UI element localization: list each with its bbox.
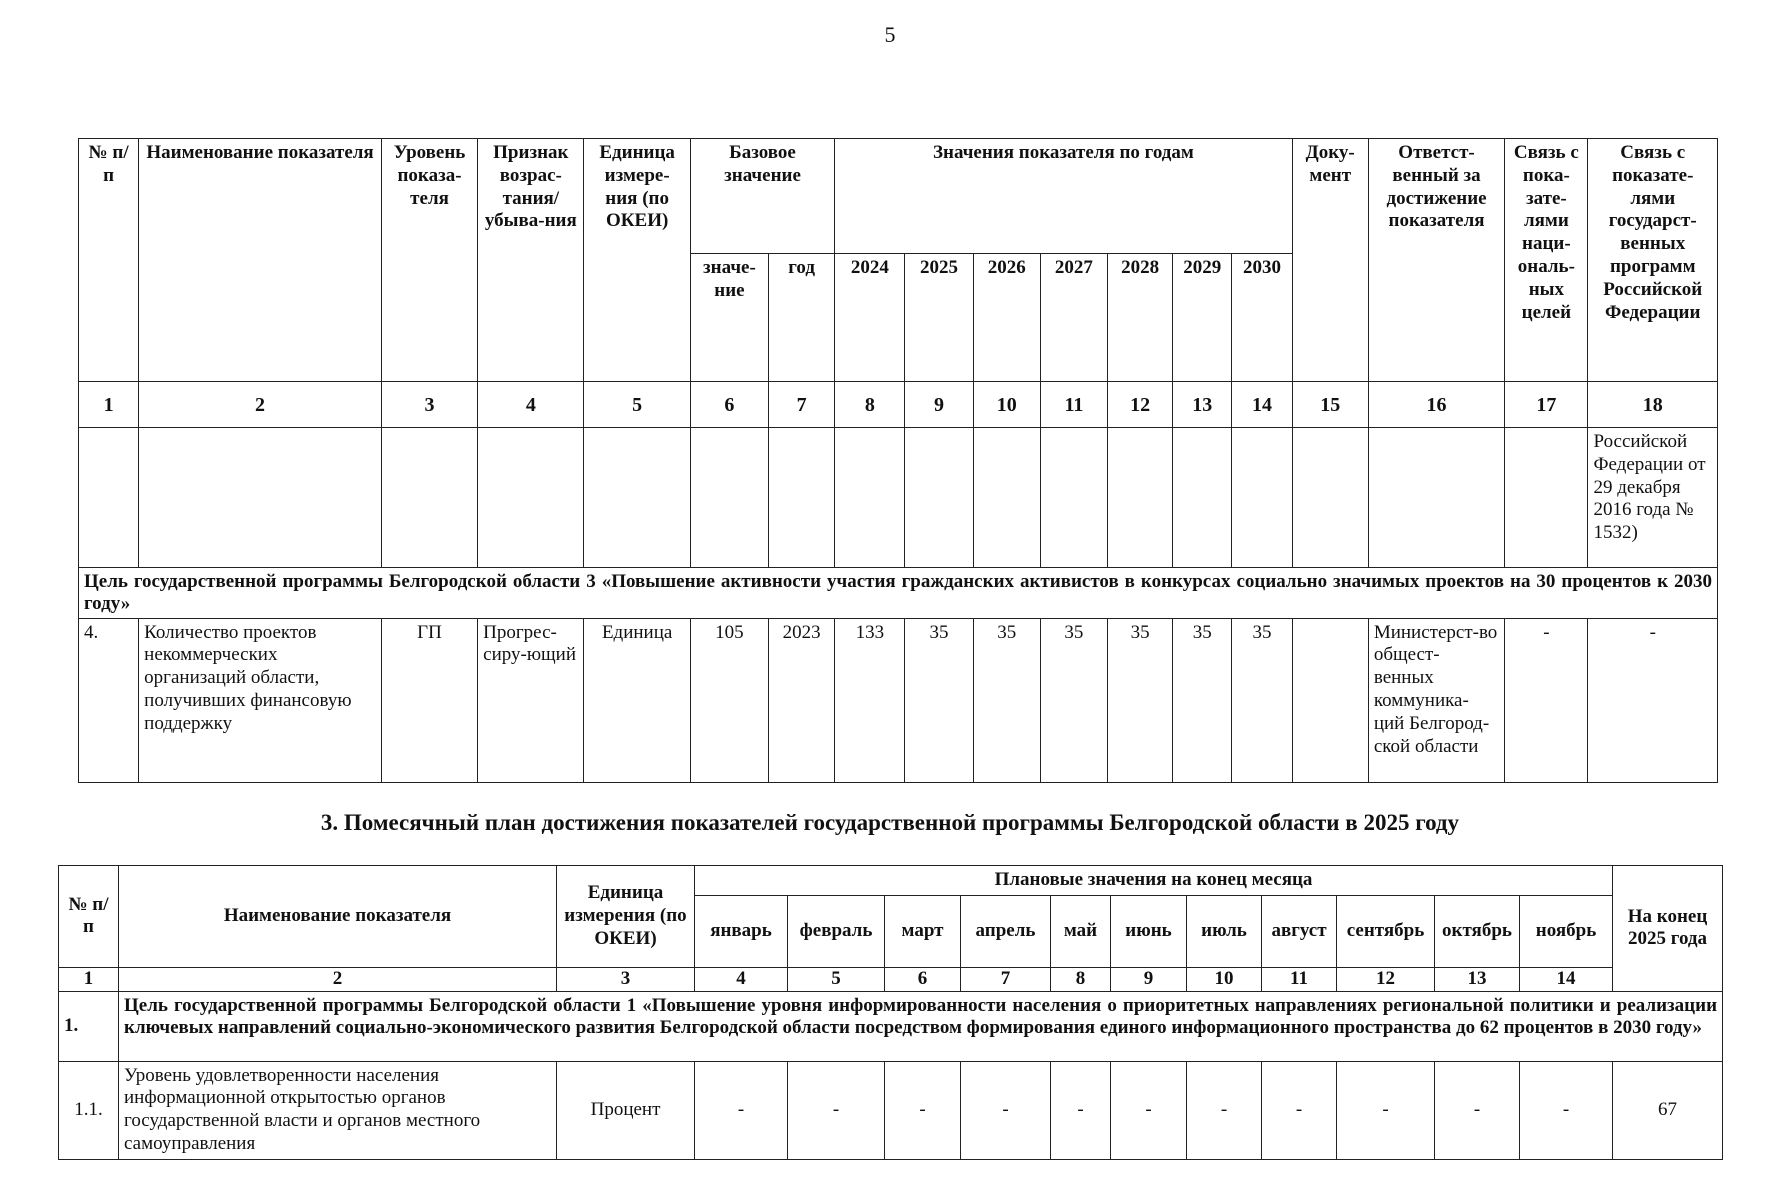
row-month-value: - [1262,1061,1337,1159]
monthly-plan-table [58,865,1723,1160]
column-number: 4 [695,967,788,991]
row-base-year: 2023 [769,618,835,782]
column-number: 8 [835,382,905,428]
header-unit: Единица измере-ния (по ОКЕИ) [584,139,690,382]
column-number: 14 [1232,382,1292,428]
row-name: Количество проектов некоммерческих организаций области, получивших финансовую поддержку [139,618,382,782]
column-number: 1 [79,382,139,428]
header-year: 2029 [1173,254,1232,382]
header-name: Наименование показателя [119,866,557,968]
row-month-value: - [1520,1061,1613,1159]
column-number: 6 [690,382,768,428]
column-number: 13 [1435,967,1520,991]
row-unit: Единица [584,618,690,782]
column-number: 15 [1292,382,1368,428]
goal-1: Цель государственной программы Белгородской области 1 «Повышение уровня информированности населения о приоритетных направлениях региональной политики и реализации ключевых направлений социально-экономического развития Белгородской области посредством формирования единого информационного пространства до 62 процентов в 2030 году» [119,991,1723,1061]
column-number: 6 [885,967,961,991]
row-responsible: Министерст-во общест-венных коммуника-ций Белгород-ской области [1368,618,1504,782]
column-number: 13 [1173,382,1232,428]
header-level: Уровень показа-теля [381,139,477,382]
header-month: июль [1187,895,1262,967]
column-number: 7 [769,382,835,428]
header-month: октябрь [1435,895,1520,967]
page-number: 5 [884,22,896,47]
header-name: Наименование показателя [139,139,382,382]
row-name: Уровень удовлетворенности населения информационной открытостью органов государственной власти и органов местного самоуправления [119,1061,557,1159]
carryover-text: Российской Федерации от 29 декабря 2016 года № 1532) [1588,428,1718,568]
column-number: 11 [1262,967,1337,991]
row-month-value: - [1111,1061,1187,1159]
header-month: май [1051,895,1111,967]
column-number-row [79,382,1718,428]
section-title: 3. Помесячный план достижения показателей государственной программы Белгородской области в 2025 году [320,810,1460,835]
header-trend: Признак возрас-тания/ убыва-ния [478,139,584,382]
header-num: № п/п [59,866,119,968]
row-num: 1.1. [59,1061,119,1159]
header-month: февраль [788,895,885,967]
header-year: 2026 [973,254,1040,382]
carryover-row [79,428,1718,568]
column-number: 7 [961,967,1051,991]
row-level: ГП [381,618,477,782]
header-doc: Доку-мент [1292,139,1368,382]
column-number: 18 [1588,382,1718,428]
header-years-group: Значения показателя по годам [835,139,1292,254]
header-num: № п/п [79,139,139,382]
column-number: 3 [381,382,477,428]
row-trend: Прогрес-сиру-ющий [478,618,584,782]
column-number: 17 [1505,382,1588,428]
header-responsible: Ответст-венный за достижение показателя [1368,139,1504,382]
header-month: март [885,895,961,967]
column-number: 3 [557,967,695,991]
header-year: 2025 [905,254,973,382]
row-state: - [1588,618,1718,782]
row-month-value: - [961,1061,1051,1159]
column-number: 10 [1187,967,1262,991]
row-month-value: - [1435,1061,1520,1159]
header-base-value: значе-ние [690,254,768,382]
column-number: 12 [1108,382,1173,428]
row-unit: Процент [557,1061,695,1159]
column-number: 9 [1111,967,1187,991]
row-month-value: - [695,1061,788,1159]
goal-num: 1. [59,991,119,1061]
row-month-value: - [1187,1061,1262,1159]
column-number: 5 [788,967,885,991]
header-year: 2028 [1108,254,1173,382]
header-unit: Единица измерения (по ОКЕИ) [557,866,695,968]
row-value: 35 [1232,618,1292,782]
row-month-value: - [885,1061,961,1159]
row-month-value: - [1051,1061,1111,1159]
column-number: 16 [1368,382,1504,428]
row-value: 35 [905,618,973,782]
column-number: 2 [119,967,557,991]
row-value: 35 [1040,618,1107,782]
row-value: 133 [835,618,905,782]
header-state-programs: Связь с показате-лями государст-венных программ Российской Федерации [1588,139,1718,382]
header-year: 2030 [1232,254,1292,382]
header-base: Базовое значение [690,139,834,254]
column-number: 10 [973,382,1040,428]
row-value: 35 [1173,618,1232,782]
column-number: 4 [478,382,584,428]
column-number: 5 [584,382,690,428]
column-number-row [59,967,1723,991]
column-number: 1 [59,967,119,991]
row-doc [1292,618,1368,782]
row-month-value: - [788,1061,885,1159]
header-year: 2027 [1040,254,1107,382]
header-year: 2024 [835,254,905,382]
row-month-value: - [1337,1061,1435,1159]
header-plan-group: Плановые значения на конец месяца [695,866,1613,896]
row-num: 4. [79,618,139,782]
header-month: январь [695,895,788,967]
header-national-goals: Связь с пока-зате-лями наци-ональ-ных целей [1505,139,1588,382]
row-value: 35 [1108,618,1173,782]
row-value: 35 [973,618,1040,782]
column-number: 2 [139,382,382,428]
goal-3: Цель государственной программы Белгородской области 3 «Повышение активности участия гражданских активистов в конкурсах социально значимых проектов на 30 процентов к 2030 году» [79,568,1718,619]
row-base-value: 105 [690,618,768,782]
header-month: сентябрь [1337,895,1435,967]
header-year-end: На конец 2025 года [1613,866,1723,992]
column-number: 9 [905,382,973,428]
indicators-table [78,138,1718,783]
row-national: - [1505,618,1588,782]
row-year-end: 67 [1613,1061,1723,1159]
column-number: 12 [1337,967,1435,991]
table-row [79,618,1718,782]
header-month: июнь [1111,895,1187,967]
table-row [59,1061,1723,1159]
header-month: ноябрь [1520,895,1613,967]
column-number: 11 [1040,382,1107,428]
header-base-year: год [769,254,835,382]
header-month: апрель [961,895,1051,967]
column-number: 8 [1051,967,1111,991]
column-number: 14 [1520,967,1613,991]
header-month: август [1262,895,1337,967]
